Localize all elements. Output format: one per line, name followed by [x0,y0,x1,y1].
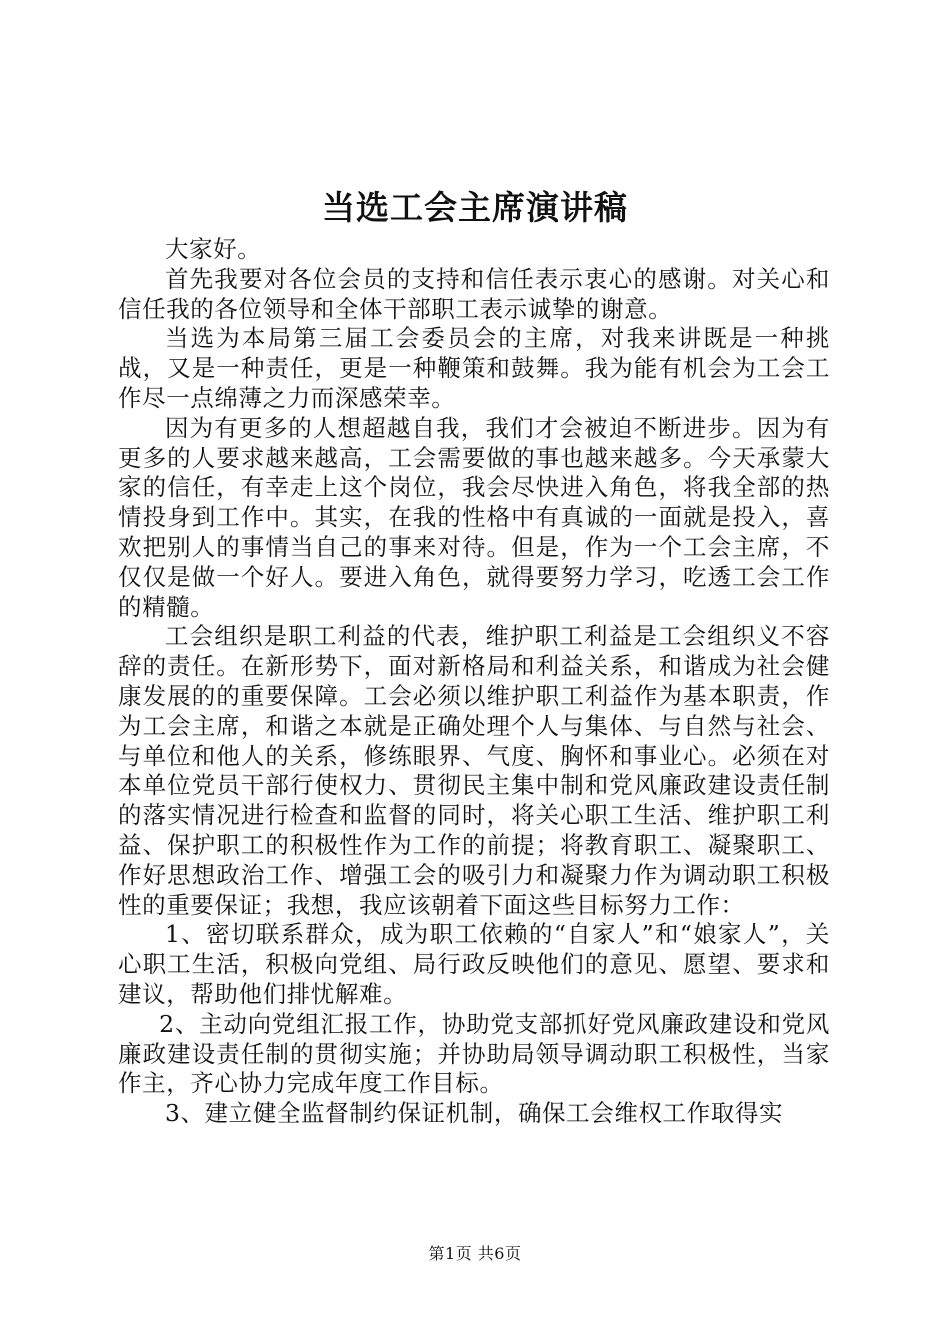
paragraph-goal-1: 1、密切联系群众，成为职工依赖的“自家人”和“娘家人”，关心职工生活，积极向党组、局行政反映他们的意见、愿望、要求和建议，帮助他们排忧解难。 [118,920,830,1008]
paragraph-election: 当选为本局第三届工会委员会的主席，对我来讲既是一种挑战，又是一种责任，更是一种鞭策和鼓舞。我为能有机会为工会工作尽一点绵薄之力而深感荣幸。 [118,324,830,412]
document-title: 当选工会主席演讲稿 [322,188,628,227]
page-footer: 第1页 共6页 [428,1244,522,1263]
paragraph-thanks: 首先我要对各位会员的支持和信任表示衷心的感谢。对关心和信任我的各位领导和全体干部职工表示诚挚的谢意。 [118,264,830,323]
paragraph-progress: 因为有更多的人想超越自我，我们才会被迫不断进步。因为有更多的人要求越来越高，工会需要做的事也越来越多。今天承蒙大家的信任，有幸走上这个岗位，我会尽快进入角色，将我全部的热情投身到工作中。其实，在我的性格中有真诚的一面就是投入，喜欢把别人的事情当自己的事来对待。但是，作为一个工会主席，不仅仅是做一个好人。要进入角色，就得要努力学习，吃透工会工作的精髓。 [118,413,830,621]
paragraph-goal-3: 3、建立健全监督制约保证机制，确保工会维权工作取得实 [165,1099,784,1128]
paragraph-goal-2: 2、主动向党组汇报工作，协助党支部抓好党风廉政建设和党风廉政建设责任制的贯彻实施；并协助局领导调动职工积极性，当家作主，齐心协力完成年度工作目标。 [118,1009,830,1098]
document-body [118,235,830,1129]
paragraph-union-role: 工会组织是职工利益的代表，维护职工利益是工会组织义不容辞的责任。在新形势下，面对新格局和利益关系，和谐成为社会健康发展的的重要保障。工会必须以维护职工利益作为基本职责，作为工会主席，和谐之本就是正确处理个人与集体、与自然与社会、与单位和他人的关系，修练眼界、气度、胸怀和事业心。必须在对本单位党员干部行使权力、贯彻民主集中制和党风廉政建设责任制的落实情况进行检查和监督的同时，将关心职工生活、维护职工利益、保护职工的积极性作为工作的前提；将教育职工、凝聚职工、作好思想政治工作、增强工会的吸引力和凝聚力作为调动职工积极性的重要保证；我想，我应该朝着下面这些目标努力工作： [118,622,830,919]
paragraph-greeting: 大家好。 [165,235,262,263]
